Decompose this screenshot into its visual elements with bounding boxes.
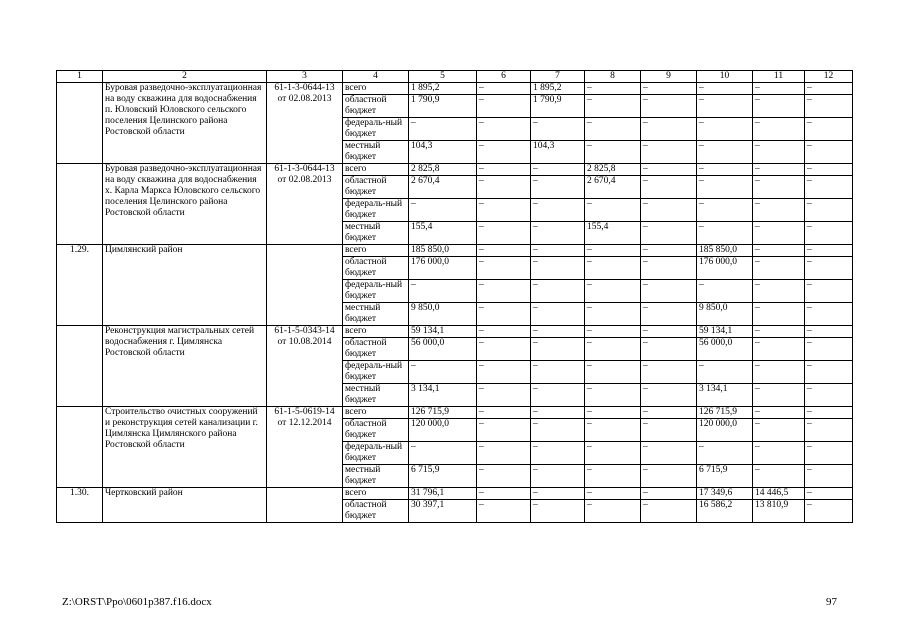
funding-source: областной бюджет: [343, 338, 409, 361]
amount-cell: –: [585, 500, 641, 523]
funding-source: областной бюджет: [343, 257, 409, 280]
amount-cell: 126 715,9: [697, 407, 753, 419]
amount-cell: –: [477, 83, 531, 95]
funding-source: федераль-ный бюджет: [343, 280, 409, 303]
amount-cell: –: [585, 326, 641, 338]
amount-cell: –: [805, 141, 853, 164]
amount-cell: –: [753, 141, 805, 164]
funding-source: федераль-ный бюджет: [343, 199, 409, 222]
amount-cell: –: [641, 419, 697, 442]
amount-cell: –: [477, 280, 531, 303]
amount-cell: –: [805, 280, 853, 303]
amount-cell: –: [531, 118, 585, 141]
amount-cell: 155,4: [585, 222, 641, 245]
amount-cell: 185 850,0: [697, 245, 753, 257]
column-number-row: [57, 71, 853, 83]
item-index: [57, 407, 103, 488]
amount-cell: –: [641, 199, 697, 222]
amount-cell: 3 134,1: [409, 384, 477, 407]
amount-cell: 2 825,8: [409, 164, 477, 176]
table-row: [57, 164, 853, 176]
amount-cell: –: [641, 118, 697, 141]
amount-cell: –: [697, 280, 753, 303]
amount-cell: –: [585, 199, 641, 222]
amount-cell: 16 586,2: [697, 500, 753, 523]
amount-cell: –: [753, 222, 805, 245]
amount-cell: 1 790,9: [409, 95, 477, 118]
amount-cell: –: [531, 419, 585, 442]
amount-cell: –: [641, 176, 697, 199]
col-num: 11: [753, 71, 805, 83]
amount-cell: –: [641, 95, 697, 118]
amount-cell: 120 000,0: [697, 419, 753, 442]
item-index: 1.30.: [57, 488, 103, 523]
document-ref: 61-1-5-0619-14 от 12.12.2014: [267, 407, 343, 488]
amount-cell: –: [753, 176, 805, 199]
amount-cell: –: [477, 407, 531, 419]
amount-cell: –: [531, 338, 585, 361]
amount-cell: –: [805, 361, 853, 384]
amount-cell: –: [805, 303, 853, 326]
funding-source: всего: [343, 488, 409, 500]
amount-cell: –: [531, 164, 585, 176]
amount-cell: –: [585, 141, 641, 164]
amount-cell: –: [753, 303, 805, 326]
table-row: [57, 245, 853, 257]
amount-cell: –: [409, 118, 477, 141]
amount-cell: –: [531, 199, 585, 222]
amount-cell: –: [697, 361, 753, 384]
funding-source: областной бюджет: [343, 500, 409, 523]
amount-cell: –: [585, 384, 641, 407]
amount-cell: –: [531, 280, 585, 303]
amount-cell: –: [477, 419, 531, 442]
funding-source: областной бюджет: [343, 176, 409, 199]
amount-cell: 1 790,9: [531, 95, 585, 118]
amount-cell: –: [641, 326, 697, 338]
table-row: [57, 326, 853, 338]
amount-cell: –: [641, 245, 697, 257]
amount-cell: –: [585, 245, 641, 257]
item-name: Буровая разведочно-эксплуатационная на воду скважина для водоснабжения п. Юловский Юловского сельского поселения Целинского района Ростовской области: [103, 83, 267, 164]
amount-cell: –: [805, 326, 853, 338]
amount-cell: –: [585, 118, 641, 141]
amount-cell: –: [585, 407, 641, 419]
amount-cell: –: [697, 199, 753, 222]
item-name: Реконструкция магистральных сетей водоснабжения г. Цимлянска Ростовской области: [103, 326, 267, 407]
amount-cell: –: [585, 488, 641, 500]
funding-source: местный бюджет: [343, 222, 409, 245]
amount-cell: –: [585, 95, 641, 118]
amount-cell: –: [531, 222, 585, 245]
amount-cell: –: [753, 361, 805, 384]
budget-table: [56, 70, 853, 523]
amount-cell: 155,4: [409, 222, 477, 245]
amount-cell: 56 000,0: [409, 338, 477, 361]
amount-cell: –: [753, 280, 805, 303]
amount-cell: –: [531, 303, 585, 326]
amount-cell: –: [805, 95, 853, 118]
amount-cell: –: [585, 442, 641, 465]
amount-cell: –: [531, 488, 585, 500]
amount-cell: –: [477, 500, 531, 523]
amount-cell: –: [805, 465, 853, 488]
amount-cell: –: [805, 419, 853, 442]
amount-cell: –: [641, 407, 697, 419]
amount-cell: –: [753, 199, 805, 222]
amount-cell: –: [585, 361, 641, 384]
amount-cell: –: [477, 488, 531, 500]
amount-cell: –: [531, 465, 585, 488]
amount-cell: –: [531, 245, 585, 257]
amount-cell: –: [409, 280, 477, 303]
col-num: 7: [531, 71, 585, 83]
amount-cell: –: [697, 442, 753, 465]
amount-cell: 2 825,8: [585, 164, 641, 176]
document-ref: 61-1-3-0644-13 от 02.08.2013: [267, 83, 343, 164]
amount-cell: –: [477, 245, 531, 257]
funding-source: местный бюджет: [343, 141, 409, 164]
document-ref: [267, 245, 343, 326]
amount-cell: –: [641, 222, 697, 245]
amount-cell: 6 715,9: [409, 465, 477, 488]
amount-cell: –: [477, 361, 531, 384]
amount-cell: 104,3: [531, 141, 585, 164]
amount-cell: –: [585, 419, 641, 442]
col-num: 6: [477, 71, 531, 83]
amount-cell: 3 134,1: [697, 384, 753, 407]
amount-cell: –: [477, 222, 531, 245]
table-row: [57, 83, 853, 95]
col-num: 12: [805, 71, 853, 83]
amount-cell: –: [477, 164, 531, 176]
amount-cell: 1 895,2: [531, 83, 585, 95]
amount-cell: –: [697, 222, 753, 245]
amount-cell: –: [477, 176, 531, 199]
amount-cell: 2 670,4: [409, 176, 477, 199]
amount-cell: –: [805, 245, 853, 257]
amount-cell: –: [531, 257, 585, 280]
amount-cell: 6 715,9: [697, 465, 753, 488]
amount-cell: –: [753, 384, 805, 407]
amount-cell: –: [697, 118, 753, 141]
amount-cell: 104,3: [409, 141, 477, 164]
document-ref: 61-1-3-0644-13 от 02.08.2013: [267, 164, 343, 245]
amount-cell: –: [585, 280, 641, 303]
item-index: [57, 83, 103, 164]
amount-cell: –: [805, 500, 853, 523]
footer-file-path: Z:\ORST\Ppo\0601p387.f16.docx: [62, 596, 212, 608]
amount-cell: –: [477, 465, 531, 488]
item-name: Строительство очистных сооружений и реконструкция сетей канализации г. Цимлянска Цимлянского района Ростовской области: [103, 407, 267, 488]
funding-source: местный бюджет: [343, 384, 409, 407]
amount-cell: –: [753, 164, 805, 176]
amount-cell: –: [641, 500, 697, 523]
amount-cell: –: [477, 141, 531, 164]
amount-cell: –: [641, 442, 697, 465]
funding-source: всего: [343, 164, 409, 176]
amount-cell: –: [641, 488, 697, 500]
amount-cell: –: [585, 303, 641, 326]
col-num: 3: [267, 71, 343, 83]
amount-cell: –: [805, 442, 853, 465]
amount-cell: 176 000,0: [409, 257, 477, 280]
amount-cell: –: [641, 361, 697, 384]
amount-cell: –: [641, 164, 697, 176]
amount-cell: 1 895,2: [409, 83, 477, 95]
document-ref: 61-1-5-0343-14 от 10.08.2014: [267, 326, 343, 407]
amount-cell: –: [753, 118, 805, 141]
amount-cell: –: [805, 384, 853, 407]
amount-cell: 185 850,0: [409, 245, 477, 257]
amount-cell: 30 397,1: [409, 500, 477, 523]
amount-cell: 2 670,4: [585, 176, 641, 199]
amount-cell: –: [477, 338, 531, 361]
item-name: Буровая разведочно-эксплуатационная на воду скважина для водоснабжения х. Карла Маркса Юловского сельского поселения Целинского района Ростовской области: [103, 164, 267, 245]
funding-source: всего: [343, 407, 409, 419]
amount-cell: –: [697, 141, 753, 164]
amount-cell: –: [477, 118, 531, 141]
amount-cell: 13 810,9: [753, 500, 805, 523]
document-ref: [267, 488, 343, 523]
amount-cell: –: [805, 488, 853, 500]
amount-cell: 126 715,9: [409, 407, 477, 419]
item-name: Цимлянский район: [103, 245, 267, 326]
col-num: 9: [641, 71, 697, 83]
amount-cell: –: [477, 442, 531, 465]
amount-cell: –: [641, 141, 697, 164]
funding-source: местный бюджет: [343, 303, 409, 326]
amount-cell: –: [805, 118, 853, 141]
amount-cell: –: [641, 280, 697, 303]
amount-cell: 59 134,1: [697, 326, 753, 338]
amount-cell: –: [753, 465, 805, 488]
amount-cell: –: [409, 442, 477, 465]
amount-cell: –: [585, 338, 641, 361]
amount-cell: –: [697, 83, 753, 95]
amount-cell: –: [477, 326, 531, 338]
amount-cell: –: [531, 361, 585, 384]
amount-cell: –: [641, 83, 697, 95]
amount-cell: –: [805, 164, 853, 176]
amount-cell: 14 446,5: [753, 488, 805, 500]
amount-cell: 31 796,1: [409, 488, 477, 500]
funding-source: всего: [343, 245, 409, 257]
amount-cell: 9 850,0: [697, 303, 753, 326]
amount-cell: 120 000,0: [409, 419, 477, 442]
amount-cell: –: [531, 326, 585, 338]
item-index: [57, 164, 103, 245]
amount-cell: –: [805, 199, 853, 222]
col-num: 10: [697, 71, 753, 83]
amount-cell: 176 000,0: [697, 257, 753, 280]
amount-cell: –: [531, 407, 585, 419]
amount-cell: –: [477, 257, 531, 280]
amount-cell: –: [641, 465, 697, 488]
funding-source: федераль-ный бюджет: [343, 361, 409, 384]
amount-cell: –: [753, 83, 805, 95]
item-index: 1.29.: [57, 245, 103, 326]
amount-cell: 17 349,6: [697, 488, 753, 500]
amount-cell: –: [477, 384, 531, 407]
amount-cell: –: [753, 245, 805, 257]
col-num: 2: [103, 71, 267, 83]
funding-source: местный бюджет: [343, 465, 409, 488]
amount-cell: –: [531, 384, 585, 407]
amount-cell: –: [753, 407, 805, 419]
amount-cell: –: [641, 303, 697, 326]
amount-cell: –: [477, 95, 531, 118]
col-num: 1: [57, 71, 103, 83]
amount-cell: –: [585, 465, 641, 488]
amount-cell: –: [753, 257, 805, 280]
amount-cell: –: [585, 257, 641, 280]
amount-cell: –: [805, 222, 853, 245]
item-name: Чертковский район: [103, 488, 267, 523]
funding-source: федераль-ный бюджет: [343, 118, 409, 141]
amount-cell: –: [641, 338, 697, 361]
page-number: 97: [826, 596, 837, 608]
table-row: [57, 407, 853, 419]
amount-cell: –: [753, 419, 805, 442]
col-num: 8: [585, 71, 641, 83]
amount-cell: –: [697, 176, 753, 199]
funding-source: федераль-ный бюджет: [343, 442, 409, 465]
amount-cell: –: [805, 338, 853, 361]
table-row: [57, 488, 853, 500]
amount-cell: –: [641, 384, 697, 407]
amount-cell: –: [409, 199, 477, 222]
amount-cell: –: [753, 338, 805, 361]
amount-cell: –: [477, 303, 531, 326]
amount-cell: –: [531, 500, 585, 523]
amount-cell: –: [805, 257, 853, 280]
amount-cell: –: [641, 257, 697, 280]
funding-source: областной бюджет: [343, 95, 409, 118]
col-num: 4: [343, 71, 409, 83]
amount-cell: 9 850,0: [409, 303, 477, 326]
amount-cell: –: [805, 407, 853, 419]
amount-cell: –: [697, 95, 753, 118]
funding-source: всего: [343, 326, 409, 338]
amount-cell: –: [531, 176, 585, 199]
col-num: 5: [409, 71, 477, 83]
amount-cell: –: [753, 326, 805, 338]
amount-cell: 59 134,1: [409, 326, 477, 338]
amount-cell: –: [805, 83, 853, 95]
amount-cell: –: [531, 442, 585, 465]
amount-cell: –: [753, 442, 805, 465]
amount-cell: –: [477, 199, 531, 222]
amount-cell: –: [409, 361, 477, 384]
funding-source: всего: [343, 83, 409, 95]
amount-cell: –: [585, 83, 641, 95]
funding-source: областной бюджет: [343, 419, 409, 442]
amount-cell: –: [753, 95, 805, 118]
amount-cell: –: [697, 164, 753, 176]
amount-cell: –: [805, 176, 853, 199]
item-index: [57, 326, 103, 407]
amount-cell: 56 000,0: [697, 338, 753, 361]
